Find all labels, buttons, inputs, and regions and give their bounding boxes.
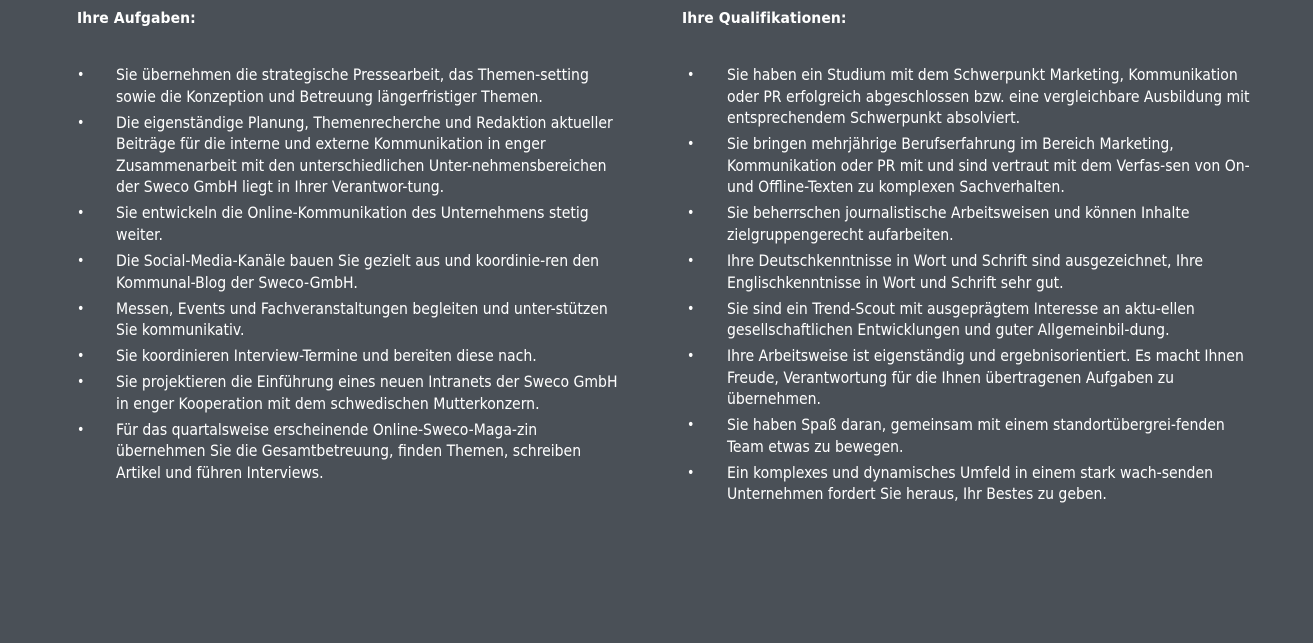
list-item: [682, 203, 1262, 246]
bullet-icon: •: [77, 421, 85, 438]
list-item: [682, 251, 1262, 294]
list-item-text: Sie projektieren die Einführung eines neuen Intranets der Sweco GmbH in enger Kooperation mit dem schwedischen Mutterkonzern.: [116, 373, 618, 413]
list-item: [682, 463, 1262, 506]
qualifications-heading: Ihre Qualifikationen:: [682, 9, 847, 27]
tasks-heading: Ihre Aufgaben:: [77, 9, 196, 27]
list-item-text: Sie koordinieren Interview-Termine und bereiten diese nach.: [116, 347, 537, 366]
list-item: [77, 346, 627, 368]
list-item: [77, 372, 627, 415]
bullet-icon: •: [77, 300, 85, 317]
tasks-list: [77, 65, 627, 484]
bullet-icon: •: [687, 205, 695, 222]
list-item-text: Sie sind ein Trend-Scout mit ausgeprägtem Interesse an aktu-ellen gesellschaftlichen Entwicklungen und guter Allgemeinbil-dung.: [727, 299, 1195, 340]
bullet-icon: •: [77, 114, 85, 131]
list-item-text: Messen, Events und Fachveranstaltungen begleiten und unter-stützen Sie kommunikativ.: [116, 299, 608, 340]
list-item-text: Ein komplexes und dynamisches Umfeld in einem stark wach-senden Unternehmen fordert Sie heraus, Ihr Bestes zu geben.: [727, 463, 1213, 504]
list-item-text: Die Social-Media-Kanäle bauen Sie gezielt aus und koordinie-ren den Kommunal-Blog der Sweco-GmbH.: [116, 251, 599, 292]
list-item: [77, 299, 627, 342]
list-item-text: Für das quartalsweise erscheinende Online-Sweco-Maga-zin übernehmen Sie die Gesamtbetreuung, finden Themen, schreiben Artikel und führen Interviews.: [116, 420, 582, 482]
bullet-icon: •: [687, 300, 695, 317]
list-item: [682, 65, 1262, 130]
bullet-icon: •: [77, 374, 85, 391]
bullet-icon: •: [77, 67, 85, 83]
list-item-text: Sie beherrschen journalistische Arbeitsweisen und können Inhalte zielgruppengerecht aufarbeiten.: [727, 204, 1190, 244]
list-item: [77, 203, 627, 246]
list-item-text: Sie haben Spaß daran, gemeinsam mit einem standortübergrei-fenden Team etwas zu bewegen.: [727, 416, 1225, 456]
list-item-text: Sie entwickeln die Online-Kommunikation des Unternehmens stetig weiter.: [116, 204, 589, 244]
list-item: [77, 420, 627, 485]
list-item: [77, 65, 627, 108]
list-item-text: Sie haben ein Studium mit dem Schwerpunkt Marketing, Kommunikation oder PR erfolgreich abgeschlossen bzw. eine vergleichbare Ausbildung mit entsprechendem Schwerpunkt absolviert.: [727, 66, 1250, 128]
bullet-icon: •: [687, 136, 695, 153]
bullet-icon: •: [687, 417, 695, 434]
list-item: [682, 299, 1262, 342]
bullet-icon: •: [687, 464, 695, 481]
bullet-icon: •: [687, 348, 695, 365]
list-item-text: Die eigenständige Planung, Themenrecherche und Redaktion aktueller Beiträge für die interne und externe Kommunikation in enger Zusammenarbeit mit den unterschiedlichen Unter-nehmensbereichen der Sweco GmbH liegt in Ihrer Verantwor-tung.: [116, 113, 613, 197]
list-item: [682, 415, 1262, 458]
list-item: [682, 134, 1262, 199]
list-item: [77, 251, 627, 294]
list-item-text: Sie bringen mehrjährige Berufserfahrung im Bereich Marketing, Kommunikation oder PR mit und sind vertraut mit dem Verfas-sen von On- und Offline-Texten zu komplexen Sachverhalten.: [727, 135, 1250, 197]
bullet-icon: •: [77, 348, 85, 365]
bullet-icon: •: [77, 252, 85, 269]
bullet-icon: •: [687, 67, 695, 83]
qualifications-column: [682, 8, 1262, 510]
list-item-text: Sie übernehmen die strategische Pressearbeit, das Themen-setting sowie die Konzeption und Betreuung längerfristiger Themen.: [116, 66, 589, 106]
tasks-column: [77, 8, 627, 489]
list-item: [77, 113, 627, 199]
list-item-text: Ihre Deutschkenntnisse in Wort und Schrift sind ausgezeichnet, Ihre Englischkenntnisse in Wort und Schrift sehr gut.: [727, 251, 1204, 292]
bullet-icon: •: [687, 252, 695, 269]
list-item: [682, 346, 1262, 411]
list-item-text: Ihre Arbeitsweise ist eigenständig und ergebnisorientiert. Es macht Ihnen Freude, Verantwortung für die Ihnen übertragenen Aufgaben zu übernehmen.: [727, 347, 1244, 409]
qualifications-list: [682, 65, 1262, 506]
bullet-icon: •: [77, 205, 85, 222]
